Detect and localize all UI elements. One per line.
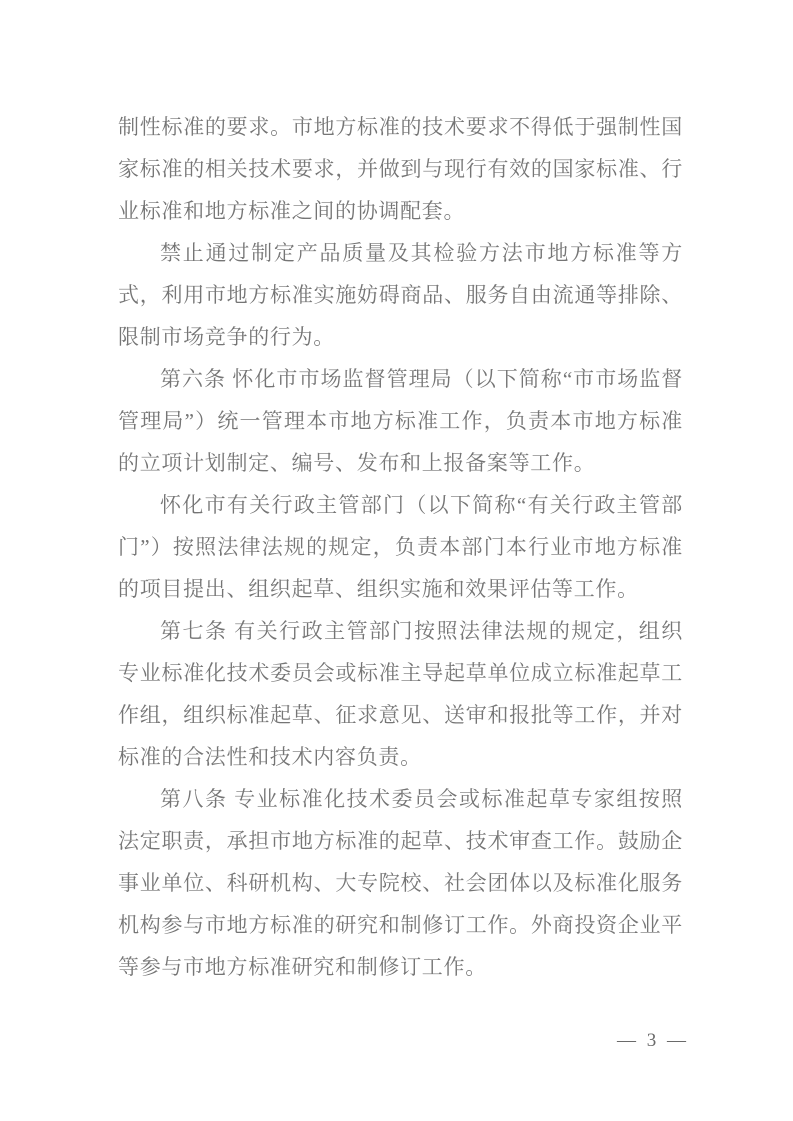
paragraph-article-7: 第七条 有关行政主管部门按照法律法规的规定，组织专业标准化技术委员会或标准主导起草单位成立标准起草工作组，组织标准起草、征求意见、送审和报批等工作，并对标准的合法性和技术内容负责。 — [118, 619, 683, 769]
paragraph-continuation: 制性标准的要求。市地方标准的技术要求不得低于强制性国家标准的相关技术要求，并做到与现行有效的国家标准、行业标准和地方标准之间的协调配套。 — [118, 115, 683, 223]
paragraph-article-6: 第六条 怀化市市场监督管理局（以下简称“市市场监督管理局”）统一管理本市地方标准工作，负责本市地方标准的立项计划制定、编号、发布和上报备案等工作。 — [118, 367, 683, 475]
page-number: — 3 — — [617, 1030, 689, 1051]
paragraph: 怀化市有关行政主管部门（以下简称“有关行政主管部门”）按照法律法规的规定，负责本部门本行业市地方标准的项目提出、组织起草、组织实施和效果评估等工作。 — [118, 493, 683, 601]
paragraph: 禁止通过制定产品质量及其检验方法市地方标准等方式，利用市地方标准实施妨碍商品、服务自由流通等排除、限制市场竞争的行为。 — [118, 241, 683, 349]
paragraph-article-8: 第八条 专业标准化技术委员会或标准起草专家组按照法定职责，承担市地方标准的起草、技术审查工作。鼓励企事业单位、科研机构、大专院校、社会团体以及标准化服务机构参与市地方标准的研究和制修订工作。外商投资企业平等参与市地方标准研究和制修订工作。 — [118, 787, 683, 979]
document-body — [118, 106, 683, 988]
